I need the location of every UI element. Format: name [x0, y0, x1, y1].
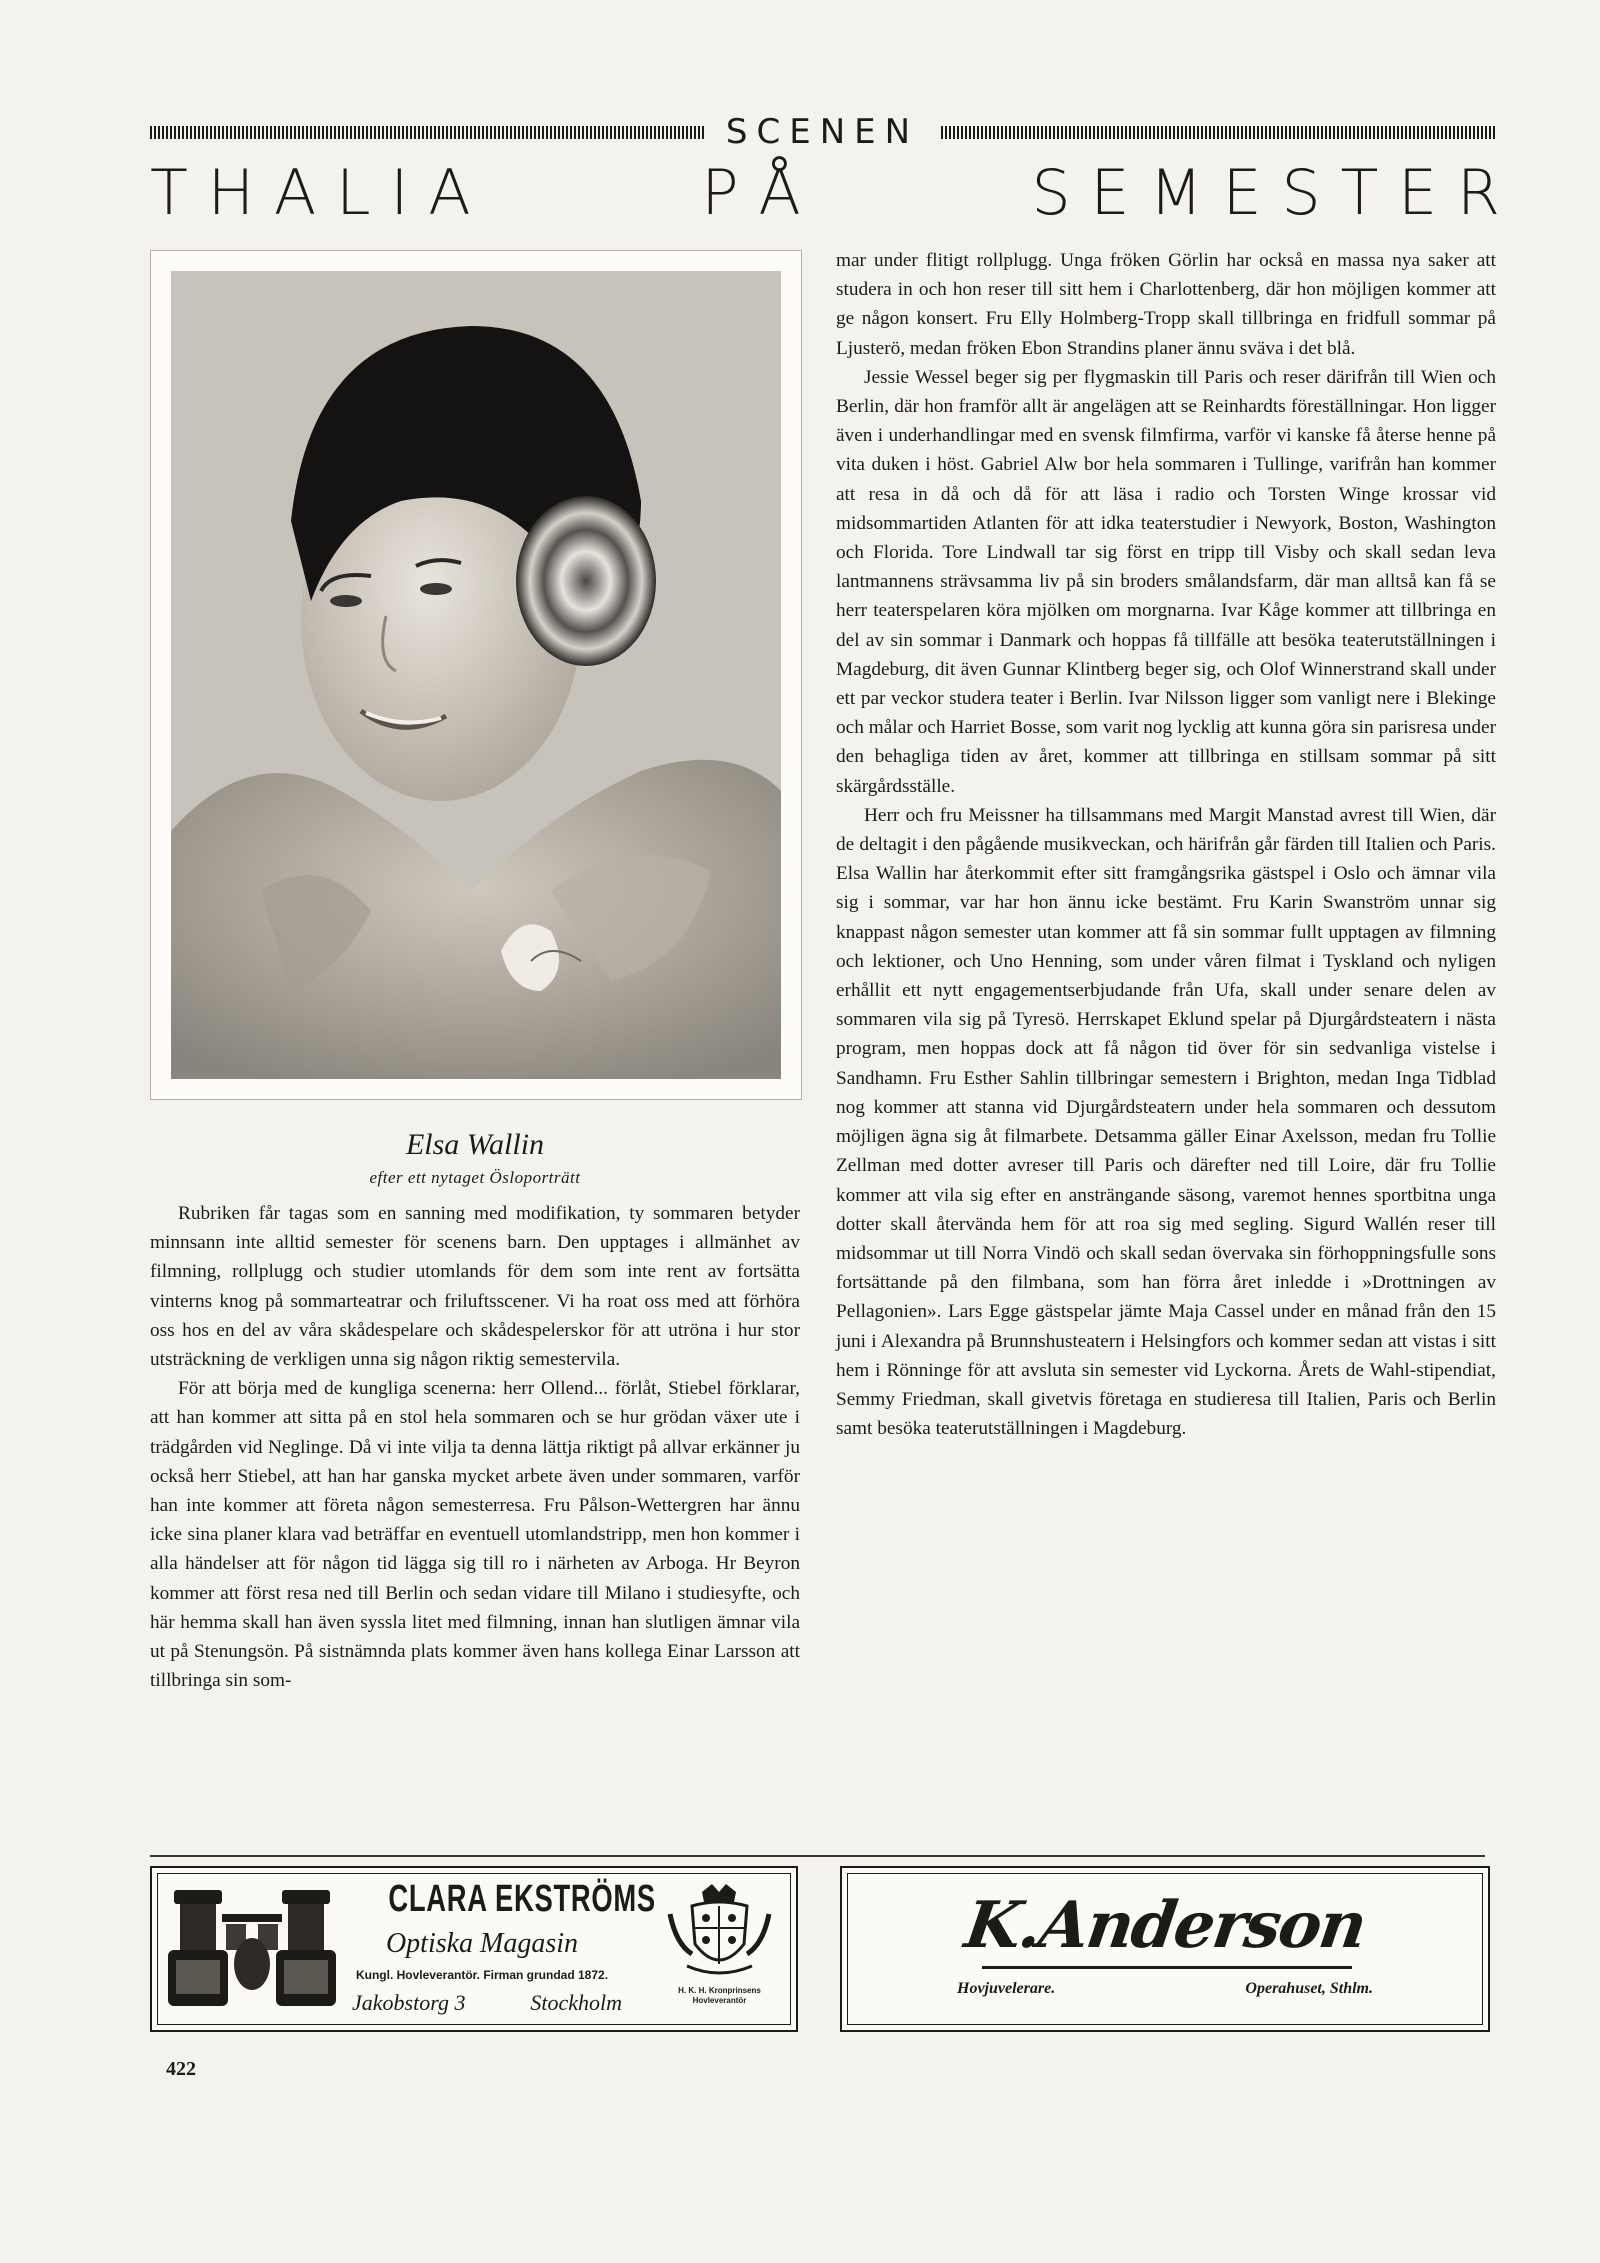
clara-subtitle: Optiska Magasin [385, 1928, 579, 1959]
caption-subtitle: efter ett nytaget Ösloporträtt [369, 1168, 581, 1187]
clara-title: CLARA EKSTRÖMS [388, 1878, 656, 1920]
article-paragraph: För att börja med de kungliga scenerna: herr Ollend... förlåt, Stiebel förklarar, att han kommer att sitta på en stol hela sommaren och se hur grödan växer ute i trädgården vid Neglinge. Då vi inte vilja ta denna lättja riktigt på allvar erkänner ju också herr Stiebel, att han har ganska mycket arbete även under sommaren, varför han inte kommer att företa någon semesterresa. Fru Pålson-Wettergren har ännu icke sina planer klara vad beträffar en eventuell utomlandstripp, men hon kommer i alla händelser att för någon tid lägga sig till ro i närheten av Arboga. Hr Beyron kommer att först resa ned till Berlin och sedan vidare till Milano i studiesyfte, och här hemma skall han även syssla litet med filmning, innan han slutligen ämnar vila ut på Stenungsön. På sistnämnda plats kommer även hans kollega Einar Larsson att tillbringa sin som- [150, 1378, 800, 1692]
anderson-trade: Hovjuvelerare. [957, 1980, 1056, 1997]
clara-city: Stockholm [530, 1990, 622, 2015]
article-column-right [836, 246, 1496, 1443]
anderson-logo: K.Anderson [960, 1888, 1370, 1963]
article-paragraph: mar under flitigt rollplugg. Unga fröken Görlin har också en massa nya saker att studera in och hon reser till sitt hem i Charlottenberg, där hon möjligen kommer att ge någon konsert. Fru Elly Holmberg-Tropp skall tillbringa en fridfull sommar på Ljusterö, medan fröken Ebon Strandins planer ännu sväva i det blå. [836, 250, 1496, 359]
binoculars-icon [166, 1884, 338, 2012]
portrait-illustration [171, 271, 781, 1079]
article-paragraph: Herr och fru Meissner ha tillsammans med Margit Manstad avrest till Wien, där de deltagit i den pågående musikveckan, och härifrån går färden till Italien och Paris. Elsa Wallin har återkommit efter sitt framgångsrika gästspel i Oslo och ämnar vila sig i sommar, var har hon ännu icke bestämt. Fru Karin Swanström unnar sig knappast någon semester utan kommer att få sin sommar fullt upptagen av filmning och lektioner, och Uno Henning, som under våren filmat i Tyskland och nyligen erhållit ett nytt engagementserbjudande från Ufa, skall under senare delen av sommaren vila sig på Tyresö. Herrskapet Eklund spelar på Djurgårdsteatern i nästa program, men hoppas dock att få någon tid över för sin sedvanliga vistelse i Sandhamn. Fru Esther Sahlin tillbringar semestern i Brighton, medan Inga Tidblad nog kommer att stanna vid Djurgårdsteatern under hela sommaren och dessutom möjligen ägna sig åt filmarbete. Detsamma gäller Einar Axelsson, medan fru Tollie Zellman med dotter avreser till Paris och därefter ned till Loire, där fru Tollie kommer att vila sig efter en ansträngande säsong, varemot hennes sportbitna unga dotter skall återvända hem för att roa sig med segling. Sigurd Wallén reser till midsommar ut till Norra Vindö och skall sedan övervaka sin förhoppningsfulle sons fortsättande på den filmbana, som han förra året inledde i »Drottningen av Pellagonien». Lars Egge gästspelar jämte Maja Cassel under en månad från den 15 juni i Alexandra på Brunnshusteatern i Helsingfors och kommer sedan att vistas i sitt hem i Rönninge för att avsluta sin semester vid Lyckorna. Årets de Wahl-stipendiat, Semmy Friedman, skall givetvis företaga en studieresa till Italien, Paris och Berlin samt besöka teaterutställningen i Magdeburg. [836, 804, 1496, 1440]
clara-purveyor: Kungl. Hovleverantör. Firman grundad 1872. [355, 1968, 609, 1982]
article-paragraph: Rubriken får tagas som en sanning med modifikation, ty sommaren betyder minnsann inte alltid semester för scenens barn. Den upptages i allmänhet av filmning, rollplugg och studier utomlands för dem som inte rent av fortsätta vinterns knog på sommarteatrar och friluftsscener. Vi ha roat oss med att förhöra oss hos en del av våra skådespelare och skådespelerskor för att utröna i hur stor utsträckning de verkligen unna sig någon riktig semestervila. [150, 1203, 800, 1371]
crest-caption: H. K. H. Kronprinsens Hovleverantör [678, 1986, 761, 2005]
article-title [150, 156, 1500, 229]
clara-street: Jakobstorg 3 [352, 1990, 466, 2015]
page-number: 422 [166, 2058, 196, 2080]
section-header [150, 112, 1495, 152]
header-rule-left [150, 126, 704, 139]
article-paragraph: Jessie Wessel beger sig per flygmaskin till Paris och reser därifrån till Wien och Berlin, där hon framför allt är angelägen att se Reinhardts föreställningar. Hon ligger även i underhandlingar med en svensk filmfirma, varför vi kanske få återse henne på vita duken i höst. Gabriel Alw bor hela sommaren i Tullinge, varifrån han kommer att resa in då och då för att läsa i radio och Torsten Winge krossar vid midsommartiden Atlanten för att idka teaterstudier i Newyork, Boston, Washington och Florida. Tore Lindwall tar sig först en tripp till Visby och skall sedan leva lantmannens strävsamma liv på sin broders smålandsfarm, där man alltså kan få se herr teaterspelaren köra mjölken om morgnarna. Ivar Kåge kommer att tillbringa en del av sin sommar i Danmark och hoppas få tillfälle att besöka teaterutställningen i Magdeburg, dit även Gunnar Klintberg beger sig, och Olof Winnerstrand skall under ett par veckor studera teater i Berlin. Ivar Nilsson ligger som vanligt nere i Blekinge och målar och Harriet Bosse, som varit nog lycklig att kunna göra sin parisresa under den behagliga tiden av året, kommer att tillbringa en stillsam sommar på sitt skärgårdsställe. [836, 366, 1496, 797]
royal-crest-icon [662, 1884, 777, 1984]
portrait-frame [150, 250, 802, 1100]
photo-caption [150, 1128, 800, 1188]
title-word-2: P Å [701, 156, 801, 229]
caption-name: Elsa Wallin [405, 1128, 545, 1161]
portrait-photo [171, 271, 781, 1079]
title-word-3: S E M E S T E R [1031, 156, 1500, 229]
header-rule-right [941, 126, 1495, 139]
anderson-location: Operahuset, Sthlm. [1245, 1980, 1373, 1997]
title-word-1: T H A L I A [150, 156, 471, 229]
article-column-left [150, 1199, 800, 1695]
section-name: SCENEN [725, 112, 920, 152]
logo-underline [982, 1966, 1352, 1969]
k-anderson-ad [840, 1866, 1490, 2032]
divider [150, 1855, 1485, 1857]
clara-ekstroms-ad [150, 1866, 798, 2032]
clara-address [352, 1990, 622, 2016]
